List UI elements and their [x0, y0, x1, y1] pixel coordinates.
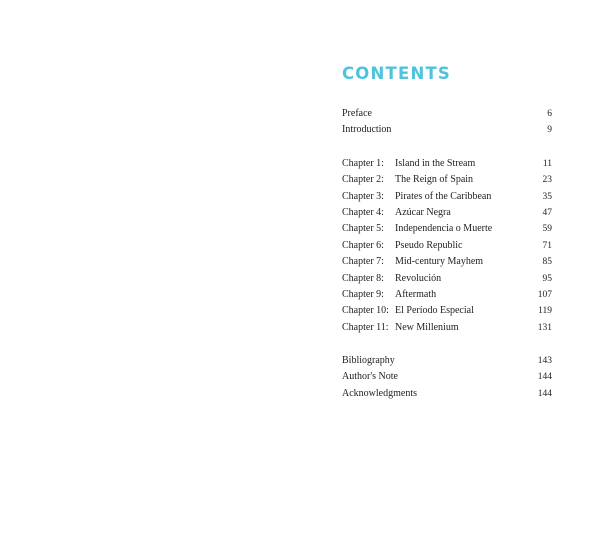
chapter-title: New Millenium — [395, 321, 459, 333]
entry-page-number: 95 — [542, 273, 552, 284]
entry-label: Bibliography — [342, 355, 395, 367]
chapter-number: Chapter 3: — [342, 190, 384, 202]
chapter-title: Azúcar Negra — [395, 206, 451, 218]
entry-label: Introduction — [342, 124, 392, 136]
entry-page-number: 35 — [542, 191, 552, 202]
toc-entry-chapter-2[interactable] — [342, 172, 552, 188]
back-matter-list — [342, 353, 552, 402]
chapter-title: The Reign of Spain — [395, 174, 474, 186]
entry-page-number: 85 — [542, 257, 552, 268]
entry-label: Acknowledgments — [342, 387, 417, 399]
chapter-title: Island in the Stream — [395, 157, 476, 169]
front-matter-list — [342, 106, 552, 139]
entry-page-number: 59 — [542, 224, 552, 235]
chapter-title: Revolución — [395, 272, 442, 284]
entry-page-number: 47 — [542, 207, 552, 218]
chapter-number: Chapter 11: — [342, 321, 389, 333]
chapter-number: Chapter 5: — [342, 223, 384, 235]
chapter-number: Chapter 2: — [342, 174, 384, 186]
toc-entry-chapter-7[interactable] — [342, 254, 552, 270]
toc-entry-chapter-10[interactable] — [342, 303, 552, 319]
entry-page-number: 23 — [542, 175, 552, 186]
entry-page-number: 144 — [537, 372, 552, 383]
entry-page-number: 131 — [537, 322, 552, 333]
table-of-contents — [342, 64, 552, 419]
chapters-list — [342, 156, 552, 336]
toc-entry-introduction[interactable] — [342, 122, 552, 138]
entry-page-number: 11 — [542, 158, 552, 169]
chapter-title: Aftermath — [395, 288, 437, 300]
chapter-title: Mid-century Mayhem — [395, 256, 484, 268]
toc-entry-chapter-3[interactable] — [342, 189, 552, 205]
toc-entry-chapter-5[interactable] — [342, 221, 552, 237]
toc-entry-chapter-6[interactable] — [342, 238, 552, 254]
entry-page-number: 6 — [547, 109, 552, 119]
toc-entry-authors-note[interactable] — [342, 369, 552, 385]
chapter-title: El Período Especial — [395, 305, 474, 317]
chapter-number: Chapter 7: — [342, 256, 384, 268]
toc-entry-chapter-9[interactable] — [342, 287, 552, 303]
entry-label: Preface — [342, 108, 372, 119]
chapter-number: Chapter 1: — [342, 157, 384, 169]
chapter-title: Pirates of the Caribbean — [395, 190, 492, 202]
toc-entry-chapter-4[interactable] — [342, 205, 552, 221]
contents-heading: CONTENTS — [342, 64, 452, 83]
toc-entry-acknowledgments[interactable] — [342, 386, 552, 402]
toc-entry-chapter-1[interactable] — [342, 156, 552, 172]
toc-entry-preface[interactable] — [342, 106, 552, 122]
toc-entry-bibliography[interactable] — [342, 353, 552, 369]
entry-page-number: 119 — [538, 306, 552, 317]
entry-page-number: 107 — [537, 289, 552, 300]
entry-page-number: 143 — [537, 356, 552, 367]
entry-label: Author's Note — [342, 371, 398, 383]
entry-page-number: 71 — [542, 240, 552, 251]
toc-entry-chapter-8[interactable] — [342, 271, 552, 287]
chapter-number: Chapter 6: — [342, 239, 384, 251]
chapter-title: Pseudo Republic — [395, 239, 463, 251]
entry-page-number: 144 — [537, 388, 552, 399]
chapter-number: Chapter 8: — [342, 272, 384, 284]
chapter-title: Independencia o Muerte — [395, 223, 493, 235]
chapter-number: Chapter 4: — [342, 206, 384, 218]
chapter-number: Chapter 10: — [342, 305, 389, 317]
chapter-number: Chapter 9: — [342, 288, 384, 300]
entry-page-number: 9 — [547, 125, 552, 136]
toc-entry-chapter-11[interactable] — [342, 320, 552, 336]
